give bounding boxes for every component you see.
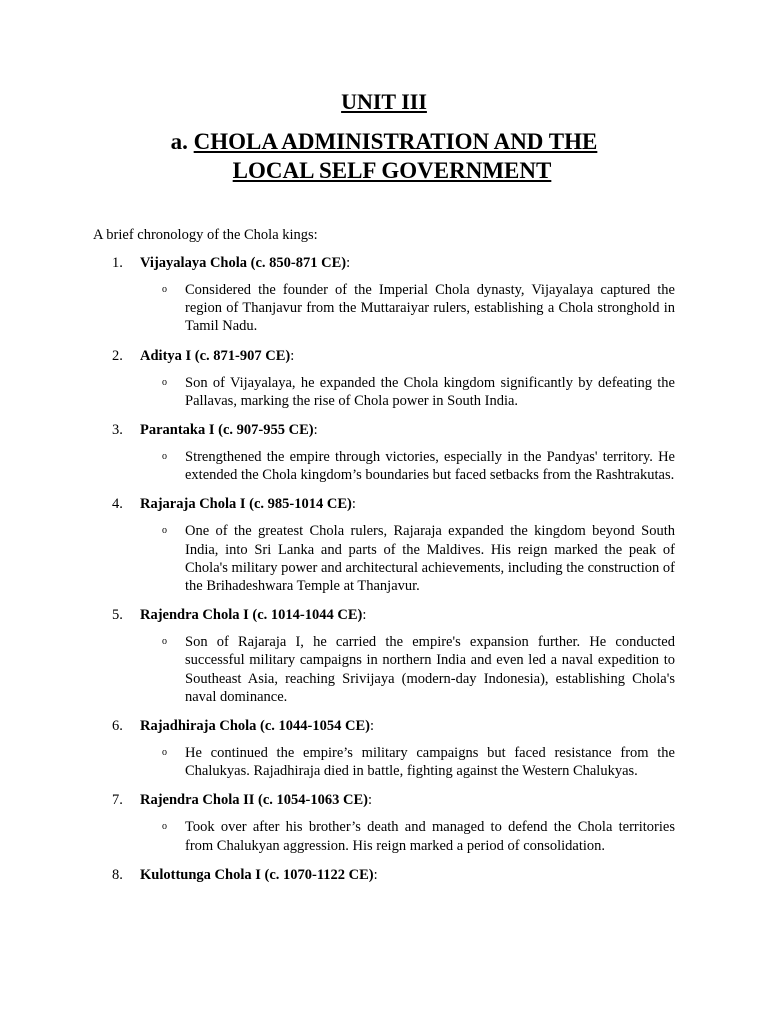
list-number: 1. bbox=[112, 255, 123, 271]
list-item bbox=[0, 347, 768, 410]
king-name: Parantaka I (c. 907-955 CE) bbox=[140, 422, 314, 439]
king-suffix: : bbox=[369, 718, 375, 735]
sub-bullet: o bbox=[162, 525, 167, 537]
sub-bullet: o bbox=[162, 451, 167, 463]
king-suffix: : bbox=[351, 496, 356, 513]
list-number: 2. bbox=[112, 347, 123, 364]
king-description: Took over after his brother’s death and managed to defend the Chola territories from Chalukyan aggression. His reign marked a period of consolidation. bbox=[185, 819, 675, 854]
unit-title: UNIT III bbox=[341, 89, 427, 114]
king-description: One of the greatest Chola rulers, Rajaraja expanded the kingdom beyond South India, into Sri Lanka and parts of the Maldives. His reign marked the peak of Chola's military power and architectural achievements, including the construction of the Brihadeshwara Temple at Thanjavur. bbox=[185, 523, 675, 595]
section-title-line-1 bbox=[0, 127, 768, 156]
intro-text: A brief chronology of the Chola kings: bbox=[93, 227, 318, 243]
king-name: Rajaraja Chola I (c. 985-1014 CE) bbox=[140, 496, 352, 513]
king-name: Rajadhiraja Chola (c. 1044-1054 CE) bbox=[140, 718, 370, 735]
section-title bbox=[0, 127, 768, 185]
list-number: 8. bbox=[112, 866, 123, 883]
list-item bbox=[0, 866, 768, 884]
king-suffix: : bbox=[373, 866, 378, 883]
king-description: Son of Rajaraja I, he carried the empire's expansion further. He conducted successful military campaigns in northern India and even led a naval expedition to Southeast Asia, reaching Srivijaya (modern-day Indonesia), establishing Chola's naval dominance. bbox=[185, 634, 675, 705]
sub-bullet: o bbox=[162, 376, 167, 388]
kings-list bbox=[0, 254, 768, 884]
list-item bbox=[0, 421, 768, 484]
list-item bbox=[0, 606, 768, 706]
list-item bbox=[0, 495, 768, 595]
king-name: Vijayalaya Chola (c. 850-871 CE) bbox=[140, 255, 347, 271]
section-prefix: a. bbox=[170, 129, 188, 154]
sub-bullet: o bbox=[162, 284, 167, 295]
list-number: 5. bbox=[112, 607, 123, 624]
king-description: Son of Vijayalaya, he expanded the Chola kingdom significantly by defeating the Pallavas, marking the rise of Chola power in South India. bbox=[185, 374, 675, 409]
list-item bbox=[0, 791, 768, 854]
list-item bbox=[0, 254, 768, 336]
sub-bullet: o bbox=[162, 821, 167, 833]
king-suffix: : bbox=[367, 792, 372, 809]
king-name: Rajendra Chola I (c. 1014-1044 CE) bbox=[140, 607, 363, 624]
king-suffix: : bbox=[362, 607, 367, 624]
sub-bullet: o bbox=[162, 636, 167, 648]
king-description: Strengthened the empire through victories, especially in the Pandyas' territory. He extended the Chola kingdom’s boundaries but faced setbacks from the Rashtrakutas. bbox=[185, 449, 675, 484]
king-description: He continued the empire’s military campaigns but faced resistance from the Chalukyas. Rajadhiraja died in battle, fighting against the Western Chalukyas. bbox=[185, 745, 675, 780]
sub-bullet: o bbox=[162, 747, 167, 759]
list-number: 4. bbox=[112, 496, 123, 513]
king-name: Aditya I (c. 871-907 CE) bbox=[140, 347, 291, 364]
king-suffix: : bbox=[346, 255, 351, 271]
king-name: Kulottunga Chola I (c. 1070-1122 CE) bbox=[140, 866, 374, 883]
list-number: 3. bbox=[112, 422, 123, 439]
section-title-line-2 bbox=[0, 156, 768, 185]
section-heading-line-1: CHOLA ADMINISTRATION AND THE bbox=[193, 129, 598, 154]
king-suffix: : bbox=[290, 347, 295, 364]
king-name: Rajendra Chola II (c. 1054-1063 CE) bbox=[140, 792, 368, 809]
list-number: 7. bbox=[112, 792, 123, 809]
list-number: 6. bbox=[112, 718, 123, 735]
section-heading-line-2: LOCAL SELF GOVERNMENT bbox=[232, 158, 552, 183]
king-description: Considered the founder of the Imperial Chola dynasty, Vijayalaya captured the region of Thanjavur from the Muttaraiyar rulers, establishing a Chola stronghold in Tamil Nadu. bbox=[185, 282, 675, 335]
king-suffix: : bbox=[313, 422, 318, 439]
list-item bbox=[0, 717, 768, 780]
